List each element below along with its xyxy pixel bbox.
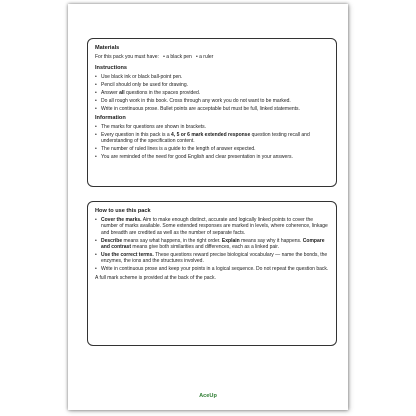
materials-item: a ruler bbox=[199, 54, 214, 60]
list-item: • Use the correct terms. These questions reward precise biological vocabulary — name the bonds, the enzymes, the ions and the structures involved. bbox=[95, 252, 329, 265]
materials-line: For this pack you must have: • a black pen • a ruler bbox=[95, 54, 214, 60]
list-item: • You are reminded of the need for good English and clear presentation in your answers. bbox=[95, 154, 329, 160]
list-item: • Pencil should only be used for drawing. bbox=[95, 82, 329, 88]
list-item: • Use black ink or black ball-point pen. bbox=[95, 74, 329, 80]
list-item: • Cover the marks. Aim to make enough distinct, accurate and logically linked points to cover the number of marks available. Some extended responses are marked in levels, where coherence, linkage and breadth are credited as well as the number of separate facts. bbox=[95, 217, 329, 236]
list-item: • Do all rough work in this book. Cross through any work you do not want to be marked. bbox=[95, 98, 329, 104]
information-heading: Information bbox=[95, 115, 126, 121]
mark-scheme-note: A full mark scheme is provided at the back of the pack. bbox=[95, 275, 216, 282]
materials-heading: Materials bbox=[95, 45, 120, 51]
instructions-heading: Instructions bbox=[95, 65, 128, 72]
list-item: • Answer all questions in the spaces provided. bbox=[95, 90, 329, 96]
materials-item: a black pen bbox=[166, 54, 192, 60]
list-item: • Every question in this pack is a 4, 5 or 6 mark extended response question testing recall and understanding of the specification content. bbox=[95, 132, 329, 145]
brand-logo: AceUp bbox=[199, 393, 217, 399]
list-item: • The number of ruled lines is a guide to the length of answer expected. bbox=[95, 146, 329, 152]
list-item: • Write in continuous prose. Bullet points are acceptable but must be full, linked statements. bbox=[95, 106, 329, 112]
list-item: • Describe means say what happens, in the right order. Explain means say why it happens. Compare and contrast means give both similarities and differences, each as a linked pair. bbox=[95, 238, 329, 251]
list-item: • Write in continuous prose and keep your points in a logical sequence. Do not repeat the question back. bbox=[95, 266, 329, 272]
instructions-box bbox=[87, 38, 337, 187]
how-to-heading: How to use this pack bbox=[95, 208, 151, 214]
document-page bbox=[68, 4, 348, 410]
how-to-list bbox=[95, 217, 329, 272]
list-item: • The marks for questions are shown in brackets. bbox=[95, 124, 329, 130]
how-to-box bbox=[87, 201, 337, 346]
materials-lead: For this pack you must have: bbox=[95, 54, 159, 60]
information-list bbox=[95, 124, 329, 160]
instructions-list bbox=[95, 74, 329, 112]
